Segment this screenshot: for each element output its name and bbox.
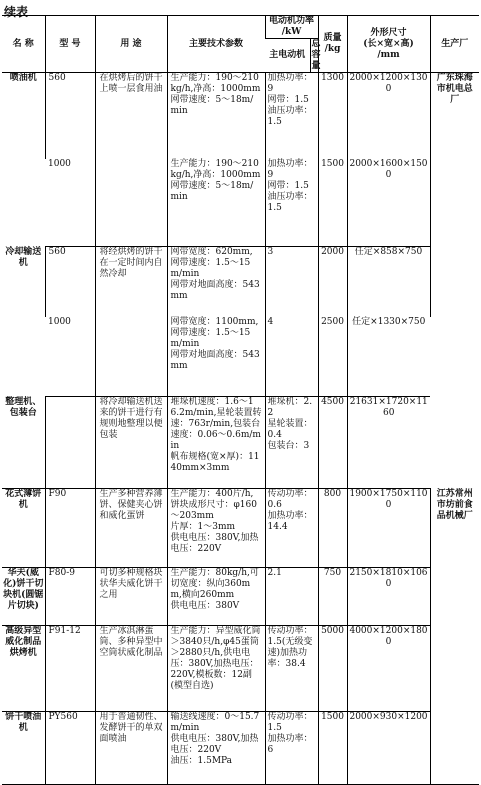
header-usage: 用 途: [95, 16, 167, 73]
header-name: 名 称: [2, 16, 45, 73]
mass-value: 5000: [318, 626, 347, 712]
technical-params: 生产能力：190～210kg/h,净高：1000mm 网带速度：5～18m/min: [167, 159, 265, 247]
table-row: [2, 247, 479, 317]
manufacturer: 江苏常州市坊前食品机械厂: [430, 489, 479, 785]
equipment-name: 高级异型威化制品烘烤机: [2, 626, 45, 712]
equipment-model: F80-9: [45, 568, 95, 626]
header-params: 主要技术参数: [167, 16, 265, 73]
equipment-model: F91-12: [45, 626, 95, 712]
technical-params: 生产能力：400片/h,饼块成形尺寸：φ160～203mm 片厚：1～3mm 供电电压：380V,加热电压：220V: [167, 489, 265, 568]
equipment-model: [45, 397, 95, 489]
equipment-name: 冷却输送机: [5, 246, 42, 268]
dimensions-value: 任定×858×750: [347, 247, 430, 317]
mass-value: 800: [318, 489, 347, 568]
equipment-name: 华夫(威化)饼干切块机(圆锯片切块): [2, 568, 45, 626]
motor-power: 传动功率：1.5 加热功率：6: [265, 712, 318, 785]
technical-params: 生产能力：80kg/h,可切宽度：纵向360mm,横向260mm 供电电压：380V: [167, 568, 265, 626]
dimensions-value: 1900×1750×1100: [347, 489, 430, 568]
header-dims: 外形尺寸 (长×宽×高) /mm: [347, 16, 430, 73]
table-row: [2, 568, 479, 626]
technical-params: 堆垛机速度：1.6～16.2m/min,星轮装置转速：763r/min,包装台速度：0.06～0.6m/min 帆布规格(宽×厚)：1140mm×3mm: [167, 397, 265, 489]
motor-power: 3: [265, 247, 318, 317]
table-row: [2, 73, 479, 159]
dimensions-value: 2000×930×1200: [347, 712, 430, 785]
motor-power: 传动功率：0.6 加热功率：14.4: [265, 489, 318, 568]
equipment-model: 560: [45, 247, 95, 317]
motor-power: 加热功率：9 网带：1.5 油压功率：1.5: [265, 73, 318, 159]
equipment-model: 1000: [45, 159, 95, 247]
equipment-usage: [95, 317, 167, 397]
technical-params: 输送线速度：0～15.7m/min 供电电压：380V,加热电压：220V 油压：1.5MPa: [167, 712, 265, 785]
table-row: [2, 159, 479, 247]
mass-value: 1500: [318, 159, 347, 247]
mass-value: 750: [318, 568, 347, 626]
mass-value: 4500: [318, 397, 347, 489]
technical-params: 生产能力：190～210kg/h,净高：1000mm 网带速度：5～18m/min: [167, 73, 265, 159]
equipment-usage: 生产冰淇淋蛋筒、多种异型中空筒状威化制品: [95, 626, 167, 712]
mass-value: 1300: [318, 73, 347, 159]
table-row: [2, 317, 479, 397]
equipment-model: 1000: [45, 317, 95, 397]
equipment-table: [2, 15, 479, 785]
header-model: 型 号: [45, 16, 95, 73]
mass-value: 1500: [318, 712, 347, 785]
motor-power: 堆垛机：2.2 星轮装置：0.4 包装台：3: [265, 397, 318, 489]
mass-value: 2000: [318, 247, 347, 317]
dimensions-value: 2000×1200×1300: [347, 73, 430, 159]
header-power-main: 主电动机: [265, 39, 310, 73]
motor-power: 加热功率：9 网带：1.5 油压功率：1.5: [265, 159, 318, 247]
equipment-usage: 将经烘烤的饼干在一定时间内自然冷却: [95, 247, 167, 317]
table-caption: 续表: [4, 5, 29, 19]
technical-params: 生产能力：异型威化筒＞3840只/h,φ45蛋筒＞2880只/h,供电电压：380V,加热电压：220V,模板数：12副(模型自选): [167, 626, 265, 712]
equipment-usage: 在烘烤后的饼干上喷一层食用油: [95, 73, 167, 159]
manufacturer: 广东珠海市机电总厂: [430, 73, 479, 317]
dimensions-value: 2150×1810×1060: [347, 568, 430, 626]
equipment-model: F90: [45, 489, 95, 568]
equipment-usage: 用于普通韧性、发酵饼干的单双面喷油: [95, 712, 167, 785]
technical-params: 网带宽度：620mm,网带速度：1.5～15m/min 网带对地面高度：543mm: [167, 247, 265, 317]
equipment-name: 花式薄饼机: [2, 489, 45, 568]
dimensions-value: 21631×1720×1160: [347, 397, 430, 489]
motor-power: 2.1: [265, 568, 318, 626]
table-body: [2, 73, 479, 785]
table-row: [2, 712, 479, 785]
equipment-model: 560: [45, 73, 95, 159]
table-row: [2, 397, 479, 489]
dimensions-value: 2000×1600×1500: [347, 159, 430, 247]
mass-value: 2500: [318, 317, 347, 397]
dimensions-value: 4000×1200×1800: [347, 626, 430, 712]
equipment-usage: 将冷却输送机送来的饼干进行有规则地整理以便包装: [95, 397, 167, 489]
equipment-usage: 生产多种营养薄饼、保健夹心饼和威化蛋饼: [95, 489, 167, 568]
technical-params: 网带宽度：1100mm,网带速度：1.5～15m/min 网带对地面高度：543mm: [167, 317, 265, 397]
equipment-name: 喷油机: [9, 73, 37, 83]
table-header: [2, 16, 479, 73]
header-mfr: 生产厂: [430, 16, 479, 73]
header-mass: 质量 /kg: [318, 16, 347, 73]
header-power-group: 电动机功率 /kW: [265, 16, 318, 39]
table-row: [2, 489, 479, 568]
dimensions-value: 任定×1330×750: [347, 317, 430, 397]
motor-power: 4: [265, 317, 318, 397]
table-row: [2, 626, 479, 712]
equipment-name: 饼干喷油机: [2, 712, 45, 785]
equipment-model: PY560: [45, 712, 95, 785]
equipment-usage: [95, 159, 167, 247]
header-power-total: 总容量: [311, 39, 321, 71]
motor-power: 传动功率：1.5(无级变速)加热功率：38.4: [265, 626, 318, 712]
equipment-name: 整理机、包装台: [2, 397, 45, 489]
equipment-usage: 可切多种规格块状华夫威化饼干之用: [95, 568, 167, 626]
